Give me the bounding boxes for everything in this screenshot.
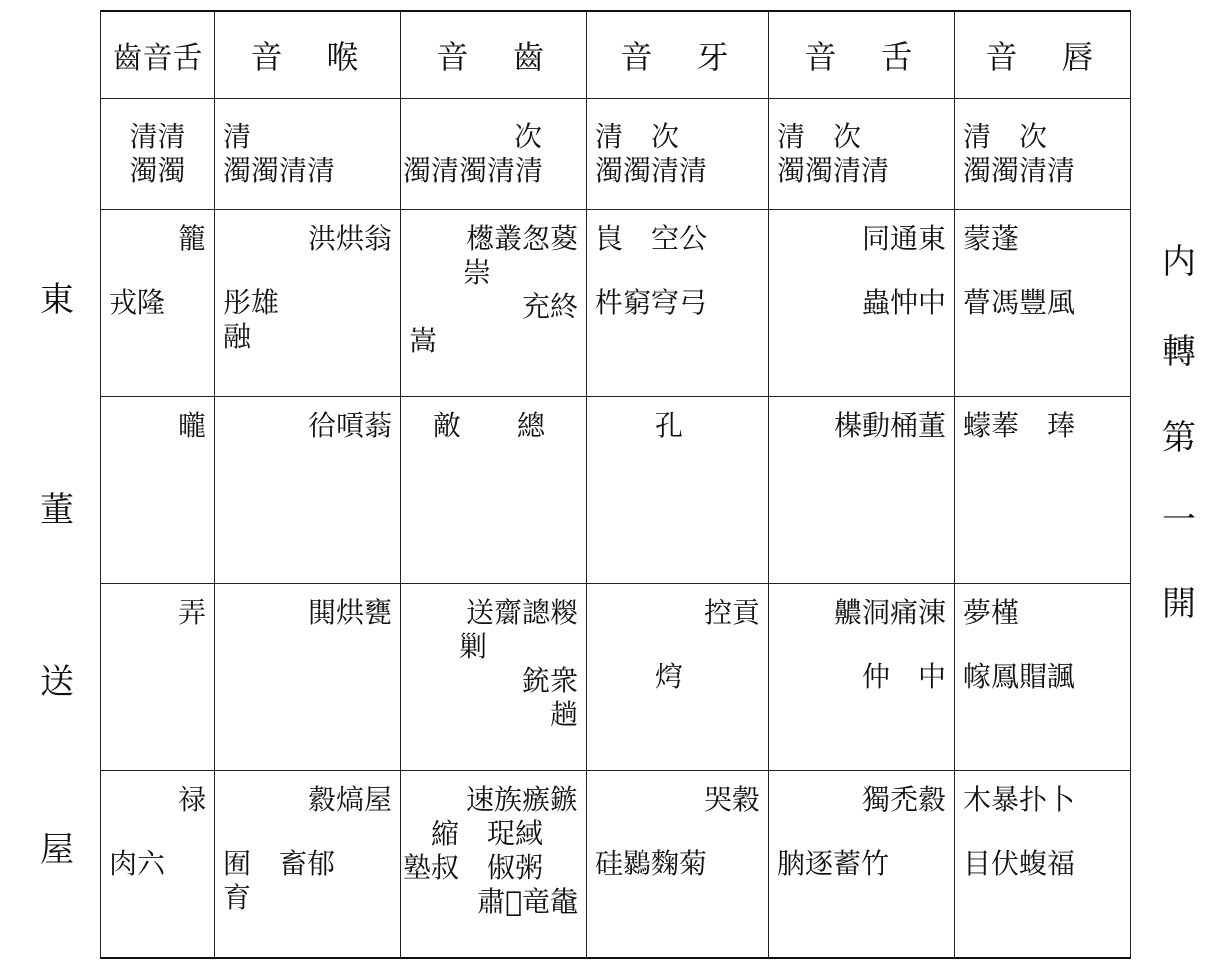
- header-cell: 音 舌: [769, 11, 955, 99]
- table-cell: [101, 771, 215, 959]
- class-cell: [101, 99, 215, 210]
- table-cell: [955, 584, 1131, 771]
- table-cell: [215, 210, 401, 397]
- title-char: 轉: [1162, 332, 1196, 372]
- rime-label-dong: 東: [40, 280, 74, 320]
- header-cell: 音 齒: [401, 11, 587, 99]
- table-cell: [769, 771, 955, 959]
- cell-line: 濁清濁清清: [403, 154, 544, 187]
- class-cell: [587, 99, 769, 210]
- table-cell: [769, 584, 955, 771]
- table-cell: [101, 397, 215, 584]
- cell-line: 清 次: [963, 120, 1048, 153]
- rime-label-wu: 屋: [40, 830, 74, 870]
- cell-line: 崇: [463, 256, 492, 289]
- cell-line: 清 次: [595, 120, 680, 153]
- cell-line: 弄: [177, 596, 206, 629]
- table-cell: [955, 210, 1131, 397]
- cell-line: 閧烘甕: [307, 596, 392, 629]
- cell-line: 清清: [129, 120, 186, 153]
- table-cell: [587, 210, 769, 397]
- cell-line: 控貢: [703, 596, 760, 629]
- cell-line: 孔: [655, 409, 684, 442]
- cell-line: 蠓菶 琫: [963, 409, 1076, 442]
- table-cell: [215, 397, 401, 584]
- rime-label-dong-rising: 董: [40, 490, 74, 530]
- cell-line: 嵩: [409, 324, 438, 357]
- cell-line: 清: [223, 120, 252, 153]
- cell-line: 朒逐蓄竹: [777, 847, 890, 880]
- cell-line: 瞢馮豐風: [963, 286, 1076, 319]
- table-cell: [401, 397, 587, 584]
- cell-line: 塾叔 俶粥: [403, 851, 544, 884]
- class-cell: [955, 99, 1131, 210]
- table-cell: [401, 771, 587, 959]
- table-cell: [101, 584, 215, 771]
- cell-line: 縠熇屋: [307, 783, 392, 816]
- table-cell: [587, 584, 769, 771]
- cell-line: 幏鳳賵諷: [963, 660, 1076, 693]
- cell-line: 木暴扑卜: [963, 783, 1076, 816]
- cell-line: 㣛嗊蓊: [307, 409, 392, 442]
- header-cell: 齒音舌: [101, 11, 215, 99]
- cell-line: 曨: [177, 409, 206, 442]
- cell-line: 峎 空公: [595, 222, 708, 255]
- cell-line: 蒙蓬: [963, 222, 1020, 255]
- cell-line: 濁濁清清: [595, 154, 708, 187]
- table-cell: [587, 397, 769, 584]
- table-cell: [215, 584, 401, 771]
- cell-line: 彤雄: [223, 286, 280, 319]
- table-cell: [101, 210, 215, 397]
- cell-line: 㭌窮穹弓: [595, 286, 708, 319]
- cell-line: 獨禿縠: [861, 783, 946, 816]
- tone-row-level: [101, 210, 1131, 397]
- class-cell: [769, 99, 955, 210]
- header-row: [101, 11, 1131, 99]
- cell-line: 育: [223, 881, 252, 914]
- class-cell: [215, 99, 401, 210]
- cell-line: 目伏蝮福: [963, 847, 1076, 880]
- cell-line: 齈洞痛涷: [833, 596, 946, 629]
- rime-table: [100, 10, 1131, 959]
- cell-line: 戎隆: [109, 286, 166, 319]
- cell-line: 㯦動桶董: [833, 409, 946, 442]
- cell-line: 清 次: [777, 120, 862, 153]
- title-char: 内: [1162, 242, 1196, 282]
- table-cell: [769, 397, 955, 584]
- cell-line: 哭穀: [703, 783, 760, 816]
- cell-line: 銃衆: [521, 664, 578, 697]
- cell-line: 仲 中: [861, 660, 946, 693]
- cell-line: 籠: [177, 222, 206, 255]
- cell-line: 次: [513, 120, 542, 153]
- cell-line: 同通東: [861, 222, 946, 255]
- cell-line: 禄: [177, 783, 206, 816]
- cell-line: 硅𪇰麴菊: [595, 847, 708, 880]
- tone-row-entering: [101, 771, 1131, 959]
- header-cell: 音 喉: [215, 11, 401, 99]
- cell-line: 縮 珿緎: [431, 817, 544, 850]
- class-row: [101, 99, 1131, 210]
- cell-line: 趟: [549, 698, 578, 731]
- cell-line: 充終: [521, 290, 578, 323]
- cell-line: 剿: [459, 630, 488, 663]
- title-char: 一: [1162, 500, 1196, 540]
- cell-line: 焪: [655, 660, 684, 693]
- tone-row-rising: [101, 397, 1131, 584]
- cell-line: 蟲忡中: [861, 286, 946, 319]
- cell-line: 濁濁清清: [777, 154, 890, 187]
- table-cell: [587, 771, 769, 959]
- cell-line: 濁濁清清: [223, 154, 336, 187]
- table-cell: [401, 584, 587, 771]
- cell-line: 洪烘翁: [307, 222, 392, 255]
- tone-row-departing: [101, 584, 1131, 771]
- title-char: 開: [1162, 584, 1196, 624]
- cell-line: 送𪗋謥糉: [465, 596, 578, 629]
- cell-line: 融: [223, 320, 252, 353]
- cell-line: 夢槿: [963, 596, 1020, 629]
- cell-line: 囿 畜郁: [223, 847, 336, 880]
- table-cell: [769, 210, 955, 397]
- cell-line: 濁濁: [129, 154, 186, 187]
- cell-line: 檧叢怱葼: [465, 222, 578, 255]
- header-cell: 音 牙: [587, 11, 769, 99]
- cell-line: 敵 總: [433, 409, 546, 442]
- table-cell: [215, 771, 401, 959]
- rime-label-song: 送: [40, 662, 74, 702]
- class-cell: [401, 99, 587, 210]
- cell-line: 肅𪓪竜鼄: [477, 885, 578, 918]
- cell-line: 濁濁清清: [963, 154, 1076, 187]
- cell-line: 肉六: [109, 847, 166, 880]
- table-cell: [955, 771, 1131, 959]
- cell-line: 速族瘯鏃: [465, 783, 578, 816]
- header-cell: 音 唇: [955, 11, 1131, 99]
- table-cell: [401, 210, 587, 397]
- title-char: 第: [1162, 418, 1196, 458]
- table-cell: [955, 397, 1131, 584]
